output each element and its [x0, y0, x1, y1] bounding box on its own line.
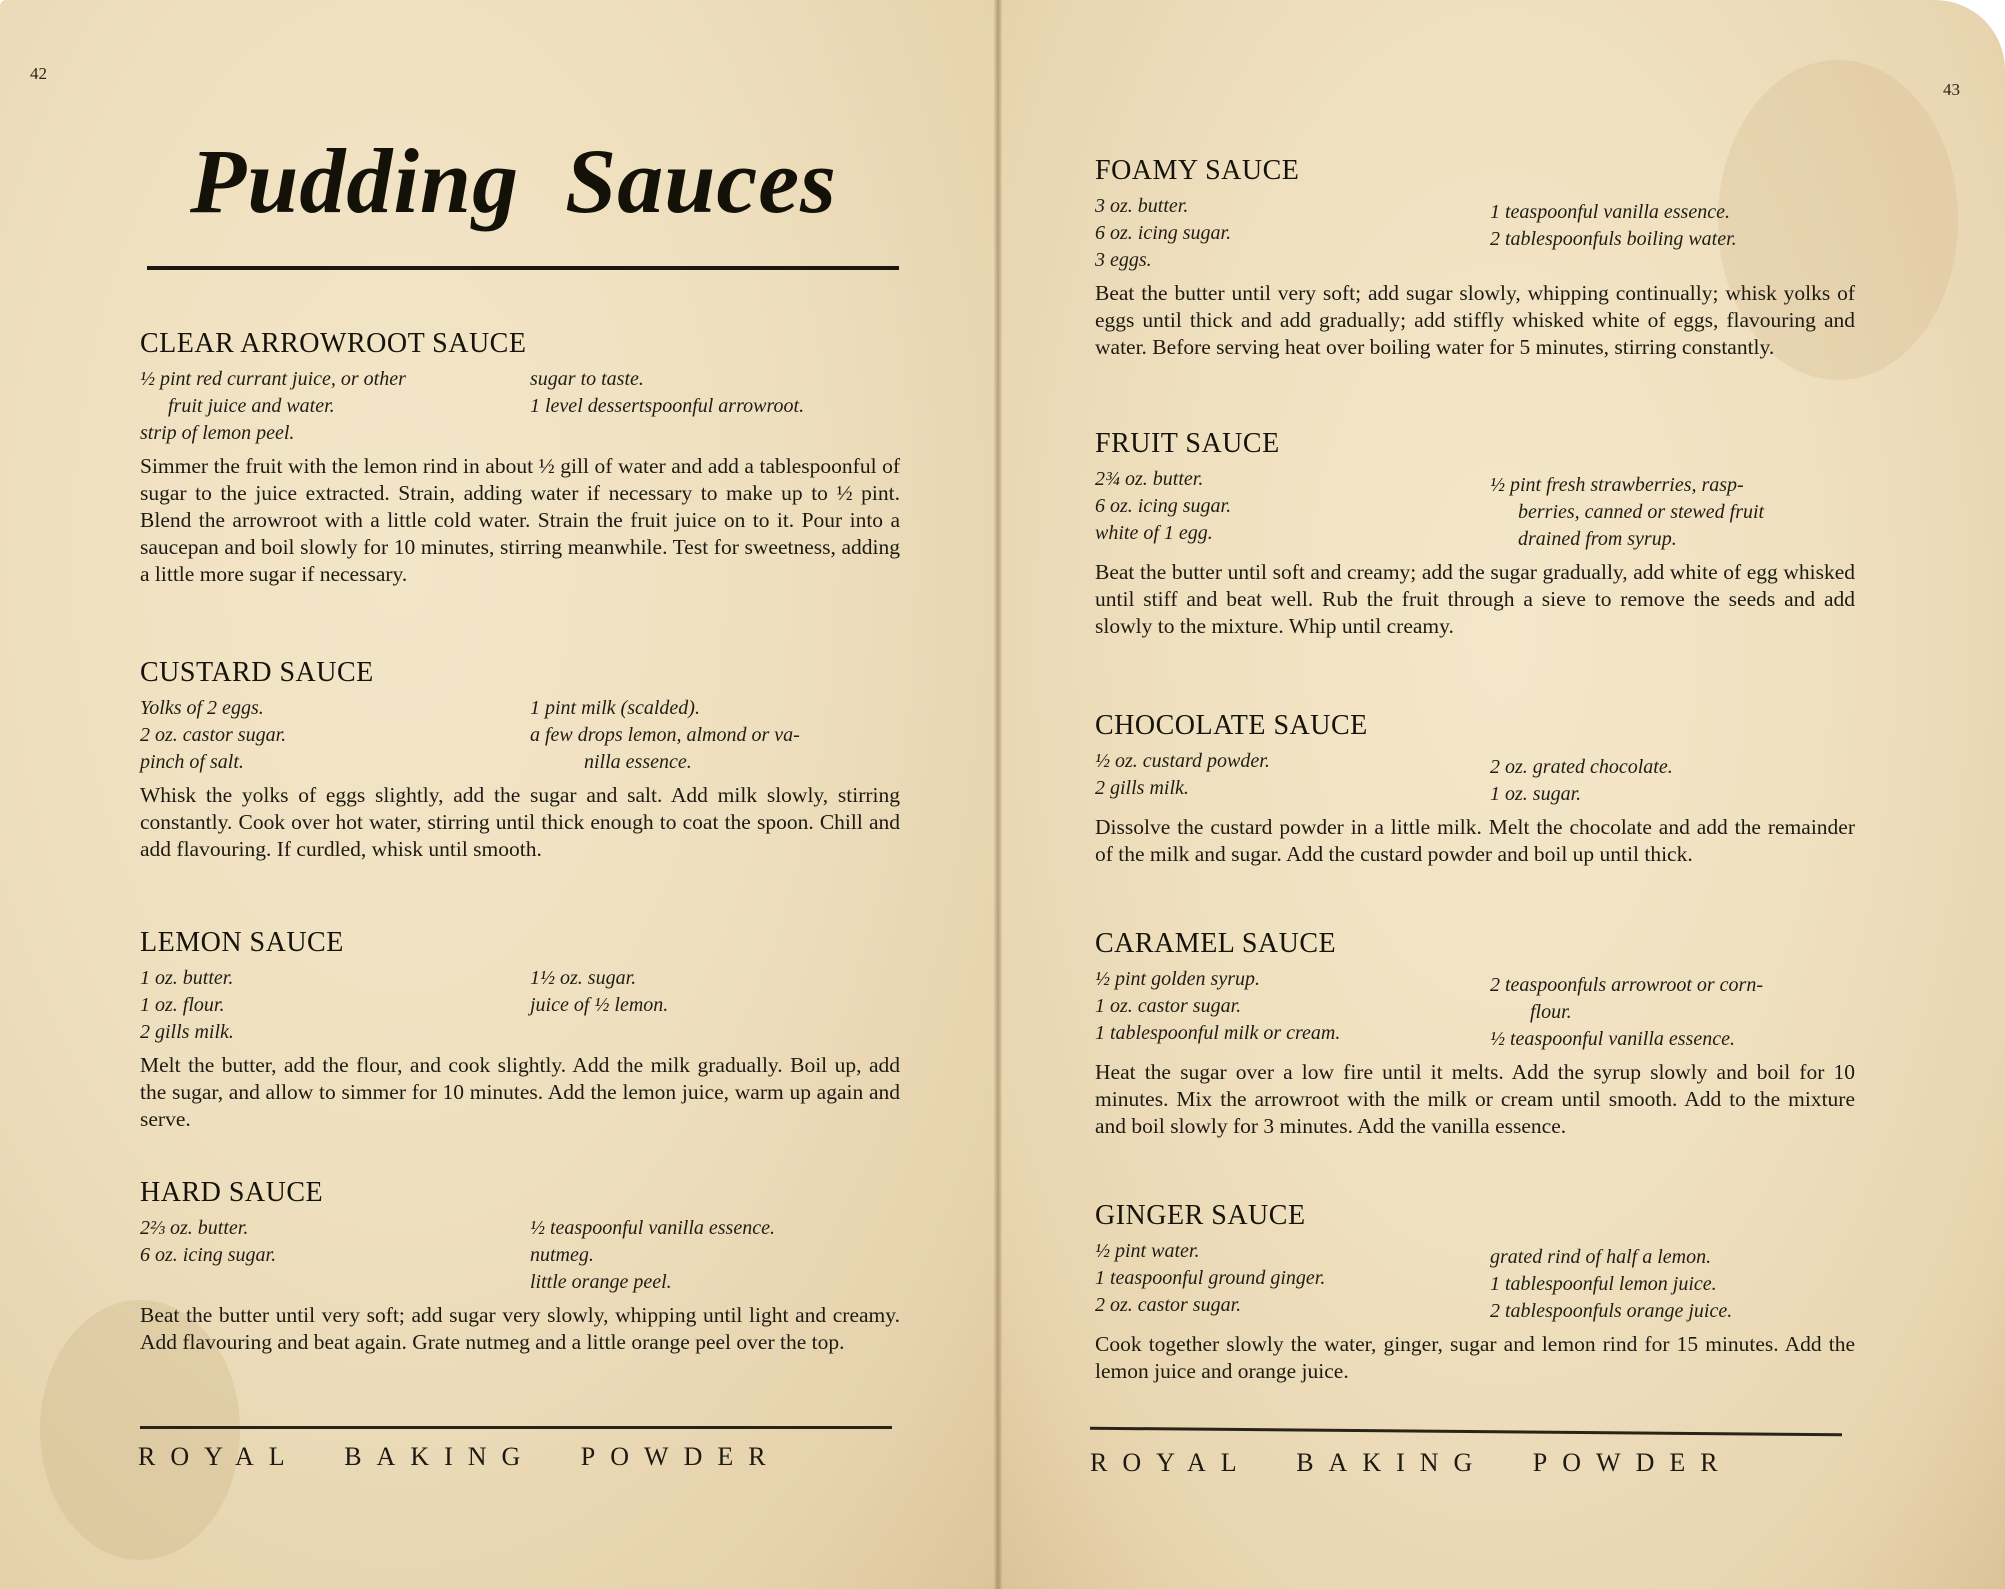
recipe-method: Dissolve the custard powder in a little milk. Melt the chocolate and add the remainder of the milk and sugar. Add the custard powder and boil up until thick.	[1095, 815, 1855, 866]
ingredient: ½ pint red currant juice, or other	[140, 368, 406, 390]
ingredient: ½ pint golden syrup.	[1095, 968, 1260, 990]
ingredients-right-column	[530, 695, 900, 776]
title-divider	[147, 266, 899, 270]
ingredient: sugar to taste.	[530, 368, 644, 390]
page-footer: ROYAL BAKING POWDER	[138, 1442, 781, 1471]
ingredients-right-column	[1490, 1238, 1855, 1325]
ingredient: juice of ½ lemon.	[530, 994, 669, 1016]
recipe-heading: CHOCOLATE SAUCE	[1095, 710, 1368, 741]
page-title: Pudding Sauces	[190, 130, 837, 232]
page-footer: ROYAL BAKING POWDER	[1090, 1448, 1733, 1477]
ingredient: 3 eggs.	[1095, 249, 1152, 271]
ingredient: ½ teaspoonful vanilla essence.	[530, 1217, 775, 1239]
ingredient: 2 oz. castor sugar.	[1095, 1294, 1242, 1316]
ingredient: little orange peel.	[530, 1271, 672, 1293]
ingredient: white of 1 egg.	[1095, 522, 1213, 544]
ingredients-left-column	[140, 1215, 530, 1296]
ingredients	[1095, 748, 1855, 808]
recipe-method: Cook together slowly the water, ginger, sugar and lemon rind for 15 minutes. Add the lemon juice and orange juice.	[1095, 1332, 1855, 1383]
recipe-method: Melt the butter, add the flour, and cook slightly. Add the milk gradually. Boil up, add the sugar, and allow to simmer for 10 minutes. Add the lemon juice, warm up again and serve.	[140, 1053, 900, 1131]
ingredient: 6 oz. icing sugar.	[1095, 222, 1232, 244]
ingredients-left-column	[1095, 193, 1490, 274]
ingredient: 2 gills milk.	[140, 1021, 234, 1043]
recipe-caramel-sauce	[1095, 928, 1855, 1140]
recipe-clear-arrowroot-sauce	[140, 328, 900, 588]
recipe-custard-sauce	[140, 657, 900, 863]
recipe-method: Beat the butter until very soft; add sugar slowly, whipping continually; whisk yolks of eggs until thick and add gradually; add stiffly whisked white of eggs, flavouring and water. Before serving heat over boiling water for 5 minutes, stirring constantly.	[1095, 281, 1855, 359]
recipe-heading: CUSTARD SAUCE	[140, 657, 374, 688]
ingredients	[1095, 466, 1855, 553]
ingredient: ½ oz. custard powder.	[1095, 750, 1270, 772]
ingredient: nilla essence.	[584, 751, 692, 773]
recipe-method: Simmer the fruit with the lemon rind in about ½ gill of water and add a tablespoonful of sugar to the juice extracted. Strain, adding water if necessary to make up to ½ pint. Blend the arrowroot with a little cold water. Strain the fruit juice on to it. Pour into a saucepan and boil slowly for 10 minutes, stirring meanwhile. Test for sweetness, adding a little more sugar if necessary.	[140, 454, 900, 586]
ingredient: 2 oz. grated chocolate.	[1490, 756, 1673, 778]
ingredient: 1 oz. castor sugar.	[1095, 995, 1242, 1017]
ingredient: 2 gills milk.	[1095, 777, 1189, 799]
ingredient: 6 oz. icing sugar.	[140, 1244, 277, 1266]
ingredient: 6 oz. icing sugar.	[1095, 495, 1232, 517]
ingredient: strip of lemon peel.	[140, 422, 295, 444]
recipe-heading: HARD SAUCE	[140, 1177, 324, 1208]
ingredients-left-column	[1095, 1238, 1490, 1325]
ingredients	[1095, 193, 1855, 274]
ingredients	[140, 366, 900, 447]
ingredient: 1 oz. sugar.	[1490, 783, 1582, 805]
ingredients-left-column	[140, 965, 530, 1046]
page-number: 43	[1943, 80, 1960, 99]
recipe-method: Whisk the yolks of eggs slightly, add the sugar and salt. Add milk slowly, stirring constantly. Cook over hot water, stirring until thick enough to coat the spoon. Chill and add flavouring. If curdled, whisk until smooth.	[140, 783, 900, 861]
ingredient: 1 pint milk (scalded).	[530, 697, 700, 719]
ingredients-right-column	[1490, 966, 1855, 1053]
ingredient: 1 tablespoonful lemon juice.	[1490, 1273, 1717, 1295]
ingredient: nutmeg.	[530, 1244, 594, 1266]
ingredients-right-column	[530, 366, 900, 447]
ingredient: 1 teaspoonful ground ginger.	[1095, 1267, 1326, 1289]
ingredients	[140, 1215, 900, 1296]
ingredient: 1 oz. flour.	[140, 994, 225, 1016]
footer-divider	[140, 1426, 892, 1429]
ingredient: 2⅔ oz. butter.	[140, 1217, 249, 1239]
recipe-hard-sauce	[140, 1177, 900, 1356]
ingredient: 2 oz. castor sugar.	[140, 724, 287, 746]
recipe-ginger-sauce	[1095, 1200, 1855, 1385]
recipe-lemon-sauce	[140, 927, 900, 1133]
ingredients-right-column	[530, 1215, 900, 1296]
ingredient: ½ teaspoonful vanilla essence.	[1490, 1028, 1735, 1050]
ingredient: 1 teaspoonful vanilla essence.	[1490, 201, 1730, 223]
ingredient: drained from syrup.	[1518, 528, 1677, 550]
recipe-heading: CARAMEL SAUCE	[1095, 928, 1337, 959]
ingredient: 2 tablespoonfuls orange juice.	[1490, 1300, 1733, 1322]
ingredients-right-column	[1490, 193, 1855, 274]
footer-divider	[1090, 1427, 1842, 1437]
recipe-heading: FRUIT SAUCE	[1095, 428, 1280, 459]
ingredients-left-column	[1095, 466, 1490, 553]
ingredient: Yolks of 2 eggs.	[140, 697, 264, 719]
recipe-heading: FOAMY SAUCE	[1095, 155, 1300, 186]
ingredient: 3 oz. butter.	[1095, 195, 1189, 217]
recipe-method: Beat the butter until soft and creamy; add the sugar gradually, add white of egg whisked until stiff and beat well. Rub the fruit through a sieve to remove the seeds and add slowly to the mixture. Whip until creamy.	[1095, 560, 1855, 638]
right-page	[998, 0, 2005, 1589]
ingredients	[1095, 966, 1855, 1053]
ingredient: grated rind of half a lemon.	[1490, 1246, 1712, 1268]
ingredients-right-column	[530, 965, 900, 1046]
recipe-foamy-sauce	[1095, 155, 1855, 361]
recipe-fruit-sauce	[1095, 428, 1855, 640]
ingredients	[1095, 1238, 1855, 1325]
ingredients-left-column	[140, 695, 530, 776]
ingredients-right-column	[1490, 466, 1855, 553]
ingredients-left-column	[1095, 966, 1490, 1053]
ingredient: flour.	[1530, 1001, 1572, 1023]
ingredient: pinch of salt.	[140, 751, 244, 773]
recipe-method: Heat the sugar over a low fire until it melts. Add the syrup slowly and boil for 10 minutes. Mix the arrowroot with the milk or cream until smooth. Add to the mixture and boil slowly for 3 minutes. Add the vanilla essence.	[1095, 1060, 1855, 1138]
ingredient: 1 oz. butter.	[140, 967, 234, 989]
recipe-heading: CLEAR ARROWROOT SAUCE	[140, 328, 527, 359]
ingredients-left-column	[1095, 748, 1490, 808]
recipe-chocolate-sauce	[1095, 710, 1855, 868]
recipe-heading: GINGER SAUCE	[1095, 1200, 1306, 1231]
ingredients	[140, 965, 900, 1046]
ingredient: 2¾ oz. butter.	[1095, 468, 1204, 490]
ingredient: a few drops lemon, almond or va-	[530, 724, 800, 746]
ingredient: 2 tablespoonfuls boiling water.	[1490, 228, 1737, 250]
ingredient: 1 level dessertspoonful arrowroot.	[530, 395, 805, 417]
ingredient: fruit juice and water.	[168, 395, 335, 417]
ingredient: ½ pint water.	[1095, 1240, 1200, 1262]
ingredient: 2 teaspoonfuls arrowroot or corn-	[1490, 974, 1763, 996]
ingredient: 1 tablespoonful milk or cream.	[1095, 1022, 1341, 1044]
page-number: 42	[30, 64, 47, 83]
recipe-heading: LEMON SAUCE	[140, 927, 344, 958]
book-spine	[994, 0, 1002, 1589]
ingredient: 1½ oz. sugar.	[530, 967, 637, 989]
ingredients	[140, 695, 900, 776]
ingredient: berries, canned or stewed fruit	[1518, 501, 1765, 523]
left-page	[0, 0, 998, 1589]
ingredients-left-column	[140, 366, 530, 447]
ingredient: ½ pint fresh strawberries, rasp-	[1490, 474, 1744, 496]
ingredients-right-column	[1490, 748, 1855, 808]
recipe-method: Beat the butter until very soft; add sugar very slowly, whipping until light and creamy. Add flavouring and beat again. Grate nutmeg and a little orange peel over the top.	[140, 1303, 900, 1354]
